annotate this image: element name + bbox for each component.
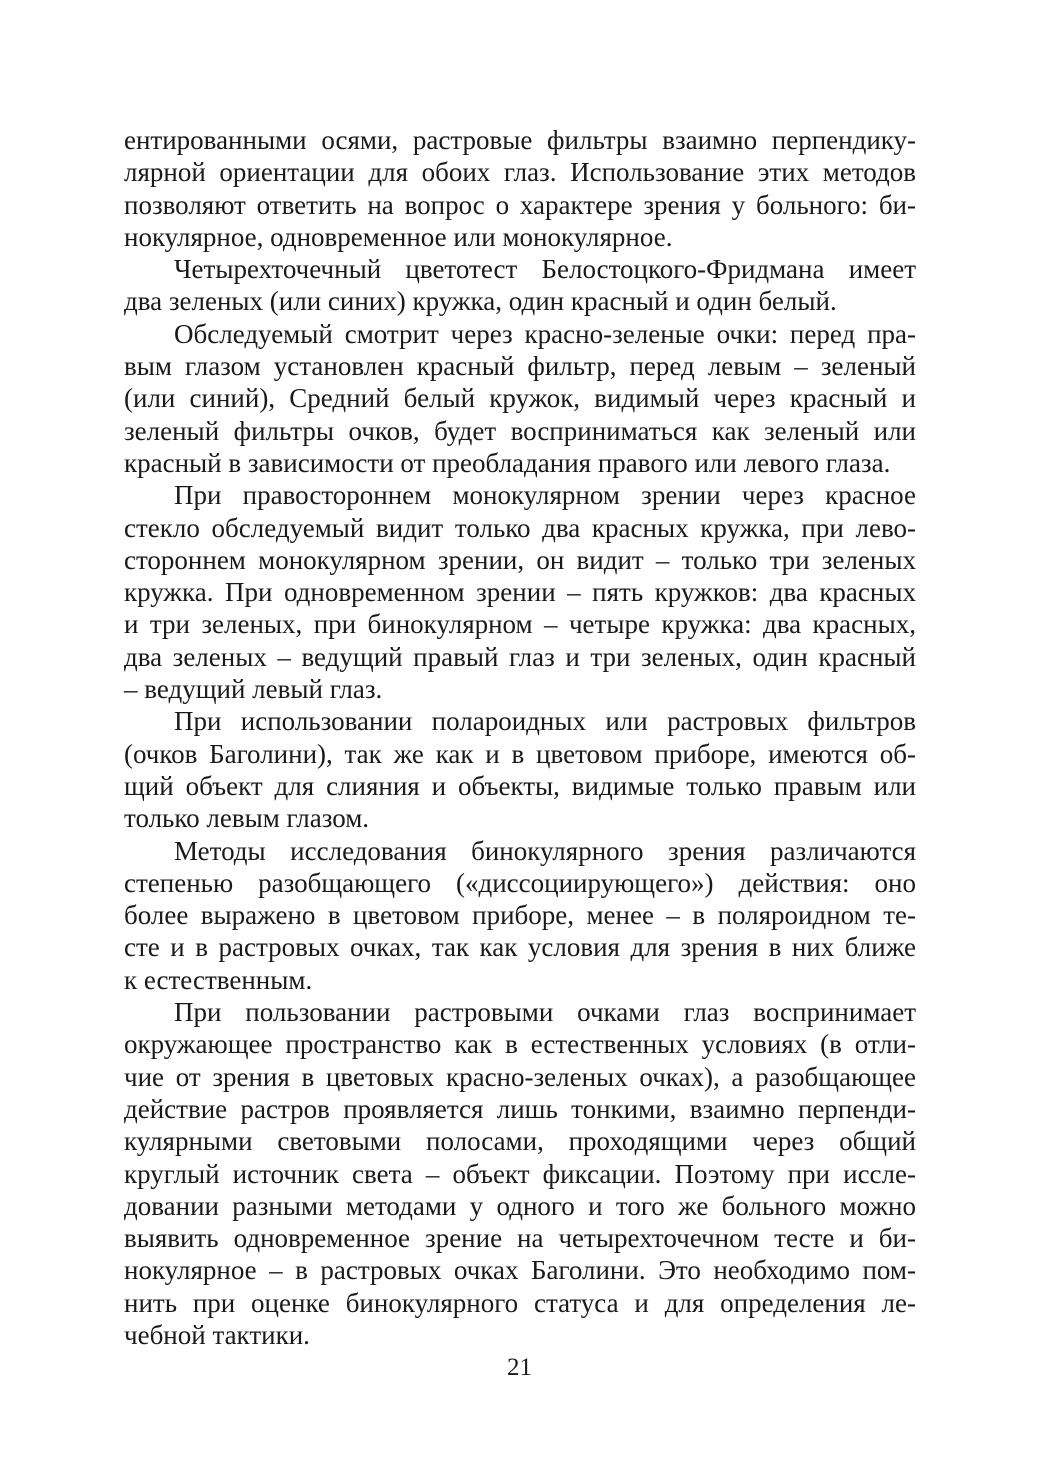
text-line: два зеленых (или синих) кружка, один красный и один белый. [124,286,837,317]
text-line: Методы исследования бинокулярного зрения различаются [174,835,916,866]
text-line: лярной ориентации для обоих глаз. Использование этих методов [124,157,916,188]
text-line: и три зеленых, при бинокулярном – четыре кружка: два красных, [124,609,916,640]
text-line: При пользовании растровыми очками глаз воспринимает [174,997,916,1028]
text-line: стекло обследуемый видит только два красных кружка, при лево- [124,512,916,543]
text-line: стороннем монокулярном зрении, он видит – только три зеленых [124,544,916,575]
text-line: При правостороннем монокулярном зрении через красное [174,480,916,511]
text-line: – ведущий левый глаз. [124,674,383,705]
text-line: вым глазом установлен красный фильтр, перед левым – зеленый [124,351,916,382]
text-line: Четырехточечный цветотест Белостоцкого-Фридмана имеет [174,254,916,285]
text-line: чие от зрения в цветовых красно-зеленых очках), а разобщающее [124,1061,916,1092]
paragraph [124,835,916,996]
page-number: 21 [507,1354,532,1381]
text-line: нить при оценке бинокулярного статуса и для определения ле- [124,1287,916,1318]
text-line: щий объект для слияния и объекты, видимые только правым или [124,770,916,801]
text-line: более выражено в цветовом приборе, менее – в поляроидном те- [124,900,916,931]
text-line: чебной тактики. [124,1319,310,1350]
text-line: нокулярное, одновременное или монокулярное. [124,221,673,252]
text-line: выявить одновременное зрение на четырехточечном тесте и би- [124,1223,916,1254]
text-line: окружающее пространство как в естественных условиях (в отли- [124,1029,916,1060]
text-line: кружка. При одновременном зрении – пять кружков: два красных [124,577,916,608]
body-text [124,124,916,1351]
text-line: Обследуемый смотрит через красно-зеленые очки: перед пра- [174,318,916,349]
text-line: ентированными осями, растровые фильтры взаимно перпендику- [124,125,916,155]
text-line: только левым глазом. [124,803,370,834]
text-line: степенью разобщающего («диссоциирующего») действия: оно [124,867,916,898]
paragraph [124,479,916,705]
text-line: (очков Баголини), так же как и в цветовом приборе, имеются об- [124,738,916,769]
text-line: красный в зависимости от преобладания правого или левого глаза. [124,447,891,478]
text-line: к естественным. [124,964,313,995]
text-line: позволяют ответить на вопрос о характере зрения у больного: би- [124,189,916,220]
text-line: (или синий), Средний белый кружок, видимый через красный и [124,383,916,414]
text-line: круглый источник света – объект фиксации. Поэтому при иссле- [124,1158,916,1189]
paragraph [124,318,916,479]
text-line: зеленый фильтры очков, будет восприниматься как зеленый или [124,415,916,446]
paragraph [124,124,916,253]
text-line: действие растров проявляется лишь тонкими, взаимно перпенди- [124,1093,916,1124]
text-line: кулярными световыми полосами, проходящими через общий [124,1126,916,1157]
paragraph [124,705,916,834]
paragraph [124,996,916,1351]
text-line: При использовании полароидных или растровых фильтров [174,706,916,737]
text-line: нокулярное – в растровых очках Баголини. Это необходимо пом- [124,1255,916,1286]
text-line: два зеленых – ведущий правый глаз и три зеленых, один красный [124,641,916,672]
text-line: сте и в растровых очках, так как условия для зрения в них ближе [124,932,916,963]
paragraph [124,253,916,318]
text-line: довании разными методами у одного и того же больного можно [124,1190,916,1221]
